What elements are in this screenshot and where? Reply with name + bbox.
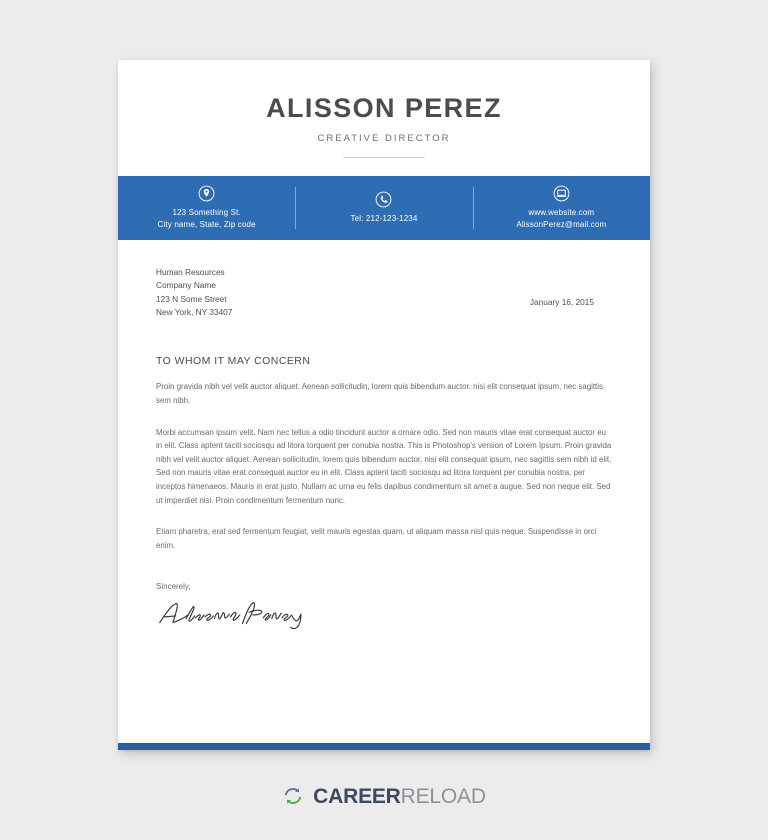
website-url: www.website.com	[528, 208, 595, 218]
circular-arrows-icon	[282, 785, 304, 807]
candidate-job-title: CREATIVE DIRECTOR	[317, 132, 451, 144]
contact-address-block	[118, 176, 295, 240]
letter-header	[118, 60, 650, 176]
document-page-wrapper	[118, 60, 650, 750]
brand-name-secondary: RELOAD	[400, 784, 486, 808]
recipient-line-1: Human Resources	[156, 266, 225, 277]
signature-image	[156, 598, 316, 632]
salutation: TO WHOM IT MAY CONCERN	[156, 355, 311, 368]
recipient-line-3: 123 N Some Street	[156, 293, 227, 304]
location-pin-icon	[198, 185, 215, 202]
phone-number: Tel: 212-123-1234	[350, 213, 418, 223]
candidate-name: ALISSON PEREZ	[266, 93, 502, 123]
brand-name	[313, 786, 486, 807]
brand-footer	[0, 785, 768, 807]
recipient-line-4: New York, NY 33407	[156, 307, 233, 317]
contact-web-block	[473, 176, 650, 240]
page-footer-accent-bar	[118, 743, 650, 750]
header-divider	[343, 157, 425, 158]
closing-text: Sincerely,	[156, 582, 191, 592]
recipient-line-2: Company Name	[156, 280, 216, 291]
body-paragraph-2: Morbi accumsan ipsum velit. Nam nec tellus a odio tincidunt auctor a ornare odio. Sed non mauris vitae erat consequat auctor eu in elit. Class aptent taciti sociosqu ad litora torquent per conubia nostra. This is Photoshop's version of Lorem Ipsum. Proin gravida nibh vel velit auctor aliquet. Aenean sollicitudin, lorem quis bibendum auctor, nisi elit consequat ipsum, nec sagittis sem nibh id elit. Sed non mauris vitae erat consequat auctor eu in elit. Class aptent taciti sociosqu ad litora torquent per conubia nostra, per inceptos himenaeos. Mauris in erat justo. Nullam ac urna eu felis dapibus condimentum sit amet a augue. Sed non neque elit. Sed ut imperdiet nisi. Proin condimentum fermentum nunc.	[156, 427, 612, 505]
contact-bar	[118, 176, 650, 240]
monitor-icon	[553, 185, 570, 202]
brand-name-primary: CAREER	[313, 784, 401, 808]
letter-date: January 16, 2015	[529, 296, 594, 307]
body-paragraph-3: Etiam pharetra, erat sed fermentum feugiat, velit mauris egestas quam, ut aliquam massa nisl quis neque. Suspendisse in orci enim.	[156, 527, 597, 550]
address-line-1: 123 Something St.	[172, 208, 241, 218]
email-address: AlissonPerez@mail.com	[516, 219, 607, 229]
body-paragraph-1: Proin gravida nibh vel velit auctor aliquet. Aenean sollicitudin, lorem quis bibendum auctor, nisi elit consequat ipsum, nec sagittis sem nibh.	[156, 382, 603, 406]
phone-icon	[375, 191, 392, 208]
contact-phone-block	[295, 176, 472, 240]
letter-body	[118, 240, 650, 633]
address-date-row	[156, 266, 612, 320]
recipient-address	[156, 266, 232, 320]
cover-letter-page	[118, 60, 650, 750]
address-line-2: City name, State, Zip code	[157, 219, 256, 229]
